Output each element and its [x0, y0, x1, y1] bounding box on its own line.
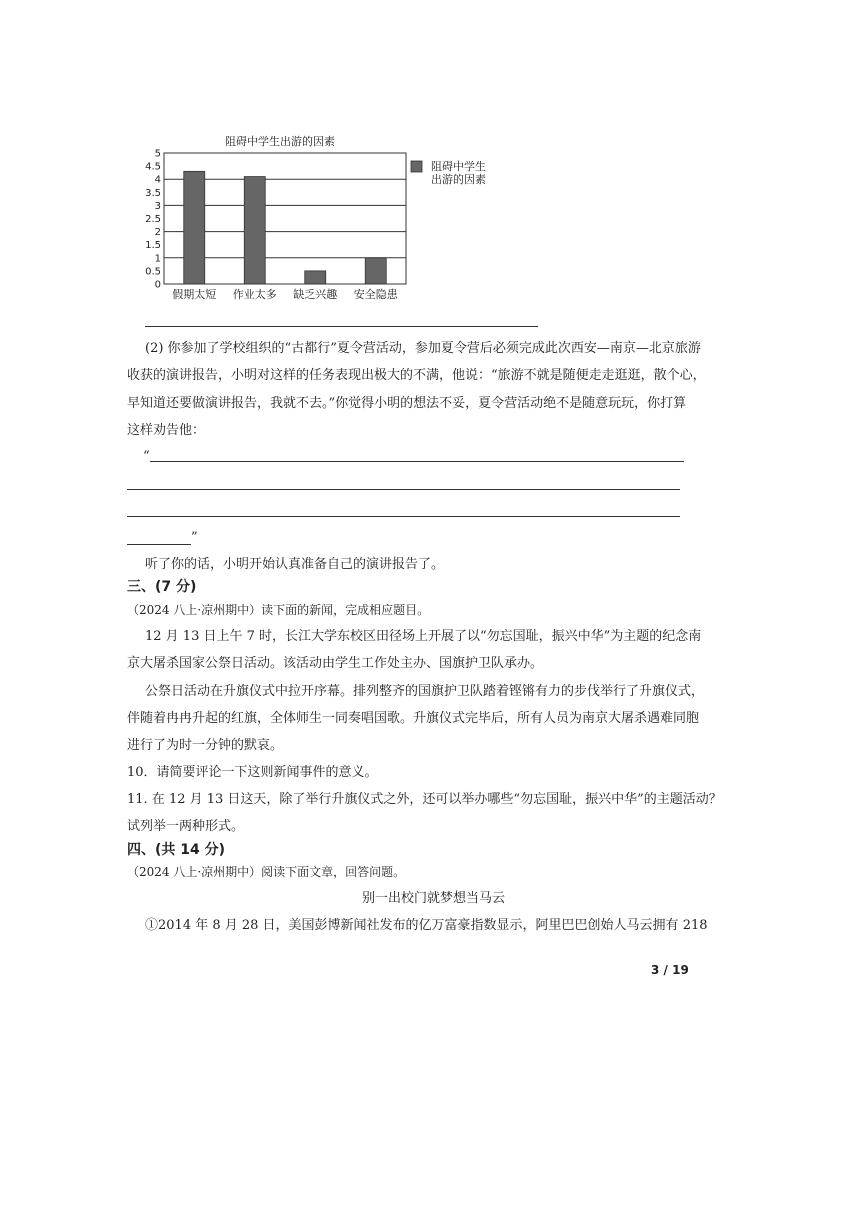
q2-line-4: 这样劝告他：: [127, 423, 206, 438]
page-number: 3 / 19: [651, 963, 689, 977]
y-tick-label: 2.5: [145, 214, 161, 225]
close-quote: ”: [191, 530, 198, 545]
chart-title: 阻碍中学生出游的因素: [225, 135, 335, 148]
y-tick-label: 1.5: [145, 240, 161, 252]
q2-line-1: (2) 你参加了学校组织的“古都行”夏令营活动，参加夏令营后必须完成此次西安—南京—北京旅游: [145, 341, 701, 356]
news-para-2-line-2: 伴随着冉冉升起的红旗，全体师生一同奏唱国歌。升旗仪式完毕后，所有人员为南京大屠杀遇难同胞: [127, 711, 700, 726]
bar: [244, 177, 265, 284]
open-quote: “: [143, 449, 150, 464]
x-tick-label: 作业太多: [232, 288, 277, 301]
q2-line-3: 早知道还要做演讲报告，我就不去。”你觉得小明的想法不妥，夏令营活动绝不是随意玩玩，你打算: [127, 396, 687, 411]
answer-line: [127, 516, 680, 517]
news-para-1-line-2: 京大屠杀国家公祭日活动。该活动由学生工作处主办、国旗护卫队承办。: [127, 656, 544, 671]
legend-label: 阻碍中学生: [431, 160, 486, 173]
article-para-1: ①2014 年 8 月 28 日，美国彭博新闻社发布的亿万富豪指数显示，阿里巴巴创始人马云拥有 218: [145, 918, 708, 933]
news-para-2-line-1: 公祭日活动在升旗仪式中拉开序幕。排列整齐的国旗护卫队踏着铿锵有力的步伐举行了升旗仪式，: [145, 684, 705, 699]
question-10: 10．请简要评论一下这则新闻事件的意义。: [127, 765, 378, 780]
y-tick-label: 3: [154, 200, 161, 212]
x-tick-label: 安全隐患: [353, 288, 398, 301]
section-3-heading: 三、(7 分): [127, 579, 197, 595]
section-3-source: （2024 八上·凉州期中）读下面的新闻，完成相应题目。: [127, 603, 430, 617]
section-4-source: （2024 八上·凉州期中）阅读下面文章，回答问题。: [127, 865, 406, 879]
q2-line-2: 收获的演讲报告，小明对这样的任务表现出极大的不满，他说：“旅游不就是随便走走逛逛，散个心，: [127, 368, 706, 383]
x-tick-label: 假期太短: [172, 288, 217, 301]
legend-label: 出游的因素: [431, 173, 486, 186]
news-para-1-line-1: 12 月 13 日上午 7 时，长江大学东校区田径场上开展了以“勿忘国耻，振兴中华”为主题的纪念南: [145, 629, 702, 644]
answer-line: [150, 461, 684, 462]
answer-line: [127, 544, 191, 545]
y-tick-label: 5: [154, 148, 161, 160]
answer-line: [127, 489, 680, 490]
article-title: 别一出校门就梦想当马云: [361, 891, 505, 906]
question-11-line-1: 11. 在 12 月 13 日这天，除了举行升旗仪式之外，还可以举办哪些“勿忘国耻，振兴中华”的主题活动？: [127, 792, 722, 807]
bar: [305, 271, 326, 284]
news-para-2-line-3: 进行了为时一分钟的默哀。: [127, 738, 284, 753]
y-tick-label: 4.5: [145, 161, 161, 173]
x-tick-label: 缺乏兴趣: [293, 288, 338, 301]
question-11-line-2: 试列举一两种形式。: [127, 819, 245, 834]
q2-after: 听了你的话，小明开始认真准备自己的演讲报告了。: [145, 557, 445, 572]
section-4-heading: 四、(共 14 分): [127, 842, 226, 858]
y-tick-label: 0: [154, 279, 161, 291]
y-tick-label: 0.5: [145, 266, 161, 278]
y-tick-label: 2: [154, 227, 161, 239]
y-tick-label: 3.5: [145, 187, 161, 199]
y-tick-label: 1: [154, 253, 161, 265]
bar: [365, 258, 386, 284]
answer-line: [145, 326, 538, 327]
bar-chart: [140, 132, 510, 307]
y-tick-label: 4: [154, 174, 161, 186]
legend-swatch: [411, 161, 422, 172]
bar: [184, 171, 205, 284]
